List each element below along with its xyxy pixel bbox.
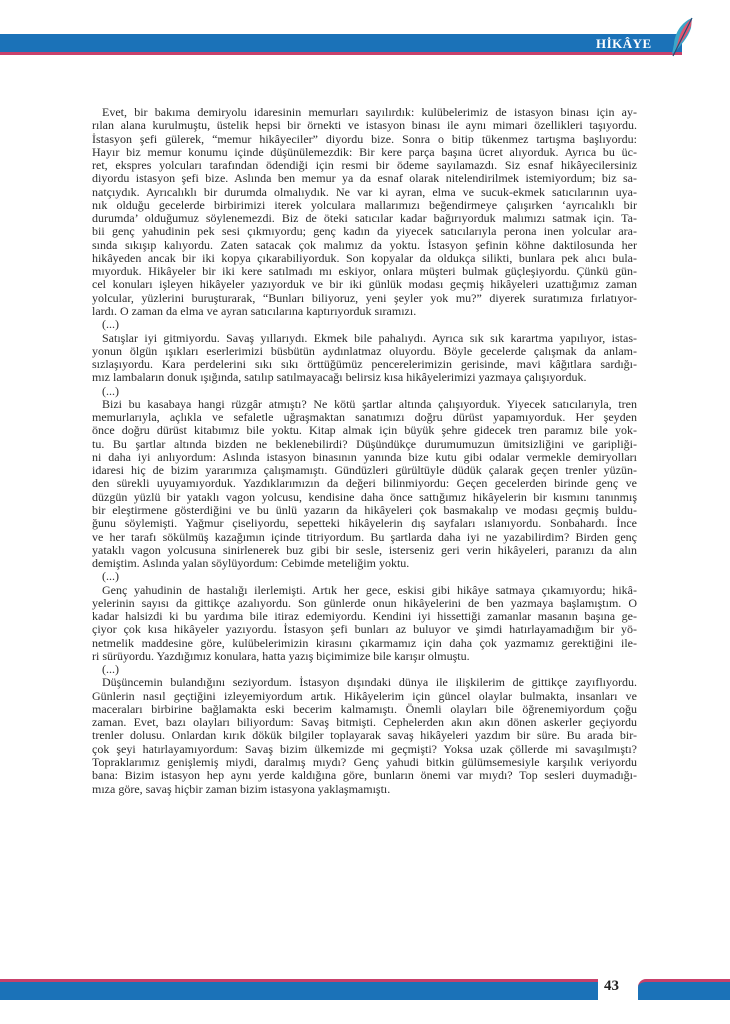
text-line: düzgün yüzlü bir yataklı vagon yolcusu, kendisine daha önce sattığımız hikâyelerin bir kısmını tanınmış [92,489,637,504]
footer-band [0,979,598,1000]
ellipsis-marker [92,385,637,398]
text-line: (...) [102,383,119,398]
text-line: yonun ölgün ışıkları eserlerimizi büsbütün aydınlatmaz oluyordu. Böyle gecelerde çalışmak da anlam- [92,343,637,358]
text-line: maceraları birbirine bağlamakta eski becerim kalmamıştı. Önemli olayları bile öğrenemiyordum çoğu [92,701,637,716]
text-line: diyordu istasyon şefi bize. Aslında ben memur ya da esnaf olarak nitelendirilmek istemiyordum; biz sa- [92,171,637,186]
text-line: yelerinin sayısı da gittikçe azalıyordu. Son günlerde onun hikâyelerini de ben yazmaya başlamıştım. O [92,595,637,610]
text-line: mıyorduk. Hikâyeler bir iki kere satılmadı mı eskiyor, onlara müşteri bulmak güçleşiyordu. Çünkü gün- [92,264,637,279]
text-line: trenler dolusu. Onlardan kırık dökük bilgiler toplayarak savaş hikâyeleri yazdım bir süre. Bu arada bir- [92,728,637,743]
text-line: nık olduğu gecelerde birbirimizi iterek yolculara mallarımızı beğendirmeye çalışırken ‘ayrıcalıklı bir [92,197,637,212]
text-line: çiyor çok kısa hikâyeler yazıyordu. İstasyon şefi bunları az buluyor ve şimdi hatırlayamadığım bir yö- [92,622,637,637]
text-line: bana: Bizim istasyon hep aynı yerde kaldığına göre, bunların önemi var mıydı? Top sesleri duymadığı- [92,768,637,783]
text-line: hikâyeden ancak bir iki kopya çıkarabiliyorduk. Son kopyalar da oldukça silikti, bunlara pek alıcı bula- [92,250,637,265]
ellipsis-marker [92,570,637,583]
text-line: Bizi bu kasabaya hangi rüzgâr atmıştı? Ne kötü şartlar altında çalışıyorduk. Yiyecek satıcılarıyla, tren [102,396,637,411]
text-line: Düşüncemin bulandığını seziyordum. İstasyon dışındaki dünya ile ilişkilerim de gittikçe zayıflıyordu. [102,675,637,690]
paragraph [92,398,637,570]
text-line: (...) [102,662,119,677]
text-line: Hayır biz memur konumu içinde düşünülemezdik: Bir kere parça başına ücret alıyorduk. Ayrıca bu üc- [92,144,637,159]
text-line: idaresi hiç de bizim yararımıza çalışmamıştı. Gündüzleri gürültüyle düdük çalarak geçen trenler yüzün- [92,463,637,478]
text-line: önce doğru dürüst kitabımız bile yoktu. Kitap almak için büyük şehre gidecek tren paramız bile yok- [92,423,637,438]
text-line: rılan alana kurulmuştu, üstelik hepsi bir örnekti ve istasyon binası ile aynı mimari özellikleri taşıyordu. [92,118,637,133]
text-line: yataklı vagon yolcusuna sinirlenerek buz gibi bir sesle, isterseniz geri verin hikâyeleri, paranızı da alın [92,542,637,557]
section-title: HİKÂYE [596,36,652,51]
ellipsis-marker [92,663,637,676]
story-text [92,106,637,796]
text-line: bir eleştirmene gösterdiğini ve bu ünlü yazarın da hikâyeleri çok basmakalıp ve modası geçmiş buldu- [92,502,637,517]
text-line: netmelik maddesine göre, kulübelerimizin kirasını çıkarmamız için daha çok yazmamız gerektiğini ile- [92,635,637,650]
paragraph [92,584,637,664]
text-line: sında sıkışıp kalıyordu. Zaten satacak çok malımız da yoktu. İstasyon şefinin köhne daktilosunda her [92,237,637,252]
page-number: 43 [604,978,619,994]
text-line: ri sürüyordu. Yazdığımız konulara, hatta yazış biçimimize bile karışır olmuştu. [92,648,470,663]
text-line: Genç yahudinin de hastalığı ilerlemişti. Artık her gece, eskisi gibi hikâye satmaya çıkamıyordu; hikâ- [102,582,637,597]
text-line: demiştim. Aslında yalan söylüyordum: Cebimde meteliğim yoktu. [92,556,410,571]
header-band [0,34,682,55]
paragraph [92,676,637,795]
text-line: (...) [102,569,119,584]
text-line: Satışlar iyi gitmiyordu. Savaş yıllarıydı. Ekmek bile pahalıydı. Ayrıca sık sık karartma yapılıyor, istas- [102,330,637,345]
text-line: den sürekli uyuyamıyorduk. Yazdıklarımızın da değeri bilinmiyordu: Geçen gecelerden birinde genç ve [92,476,637,491]
text-line: Evet, bir bakıma demiryolu idaresinin memurları sayılırdık: kulübelerimiz de istasyon binası için ay- [102,105,637,119]
text-line: memurlarıyla, açlıkla ve sefaletle uğraşmaktan sanatımızı doğru dürüst yapamıyorduk. Her şeyden [92,410,637,425]
footer-band-right [638,979,730,1000]
text-line: bii genç yahudinin pek sesi çıkmıyordu; genç kadın da yiyecek satıcılarıyla perona inen yolcular ara- [92,224,637,239]
text-line: ret, ekspres yolcuları tarafından ödendiği için resmi bir ödeme sayılamazdı. Siz esnaf hikâyecilersiniz [92,158,637,173]
text-line: (...) [102,317,119,332]
text-line: ve her tarafı sökülmüş kazağımın içinde titriyordum. Bu şartlarda daha iyi ne yazabilirdim? Birden genç [92,529,637,544]
paragraph [92,332,637,385]
text-line: zaman. Evet, bazı olayları biliyordum: Savaş bitmişti. Cephelerden akın akın dönen askerler geçiyordu [92,715,637,730]
text-line: yolcular, yüzlerini buruşturarak, “Bunları biliyoruz, yeni şeyler yok mu?” diyerek suratımıza fırlatıyor- [92,290,637,305]
text-line: çok şeyi hatırlayamıyordum: Savaş bizim ülkemizde mi geçmişti? Yoksa uzak çöllerde mi savaşılmıştı? [92,741,637,756]
text-line: kadar halsizdi ki bu yardıma bile itiraz edemiyordu. Kendini iyi hissettiği zamanlar masanın başına ge- [92,609,637,624]
text-line: İstasyon şefi gülerek, “memur hikâyeciler” diyordu bize. Sonra o bitip tükenmez tartışma başlıyordu: [92,131,637,146]
text-line: mız lambaların donuk ışığında, satılıp satılmayacağı belirsiz kısa hikâyelerimizi yazmaya çalışıyorduk. [92,370,587,385]
text-line: ni daha iyi anlıyordum: Aslında istasyon binasının yanında bize kutu gibi odalar vermekle demiryolları [92,449,637,464]
text-line: natçıydık. Ayrıcalıklı bir durumda olmalıydık. Ne var ki ayran, elma ve sucuk-ekmek satıcılarının uya- [92,184,637,199]
text-line: Günlerin nasıl geçtiğini izleyemiyordum artık. Hikâyelerim için güncel olaylar bulmakta, insanları ve [92,688,637,703]
text-line: Topraklarımız genişlemiş miydi, daralmış mıydı? Genç yahudi bitkin gülümsemesiyle karşılık veriyordu [92,755,637,770]
text-line: lardı. O zaman da elma ve ayran satıcılarına kaptırıyorduk sıramızı. [92,303,417,318]
ellipsis-marker [92,318,637,331]
text-line: ğunu söylemişti. Yağmur çiseliyordu, sepetteki hikâyelerin dış sayfaları ıslanıyordu. Sonbahardı. İnce [92,516,637,531]
text-line: sızlaşıyordu. Kara perdelerini sıkı sıkı örttüğümüz pencerelerimizin gerisinde, mavi kâğıtlara sardığı- [92,357,637,372]
text-line: tu. Bu şartlar altında bizden ne beklenebilirdi? Düşündükçe durumumuzun ümitsizliğini ve garipliği- [92,436,637,451]
text-line: mıza göre, savaş hiçbir zaman bizim istasyona yaklaşmamıştı. [92,781,391,796]
paragraph [92,106,637,318]
text-line: durumda’ olduğumuz söylenemezdi. Biz de öteki satıcılar kadar bağırıyorduk malımızı satmak için. Ta- [92,211,637,226]
text-line: cel konuları işleyen hikâyeler yazıyorduk ve bir iki günlük modası geçmiş hikâyeleri uzattığımız zaman [92,277,637,292]
feather-quill-icon [666,16,696,58]
